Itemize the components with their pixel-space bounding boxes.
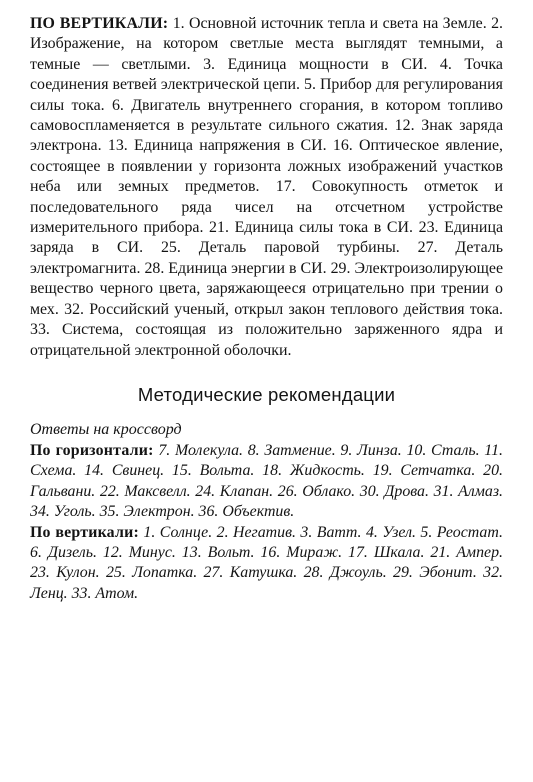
horizontal-answers-text: 7. Молекула. 8. Затмение. 9. Линза. 10. Сталь. 11. Схема. 14. Свинец. 15. Вольта. 18. Жидкость. 19. Сетчатка. 20. Гальвани. 22. Максвелл. 24. Клапан. 26. Облако. 30. Дрова. 31. Алмаз. 34. Уголь. 35. Электрон. 36. Объектив.: [30, 441, 503, 521]
answers-subtitle: Ответы на кроссворд: [30, 420, 182, 438]
vertical-clues-heading: ПО ВЕРТИКАЛИ:: [30, 15, 169, 32]
horizontal-answers-heading: По горизонтали:: [30, 441, 154, 459]
vertical-answers-text: 1. Солнце. 2. Негатив. 3. Ватт. 4. Узел. 5. Реостат. 6. Дизель. 12. Минус. 13. Вольт. 16. Мираж. 17. Шкала. 21. Ампер. 23. Кулон. 25. Лопатка. 27. Катушка. 28. Джоуль. 29. Эбонит. 32. Ленц. 33. Атом.: [30, 523, 504, 602]
vertical-clues-text: 1. Основной источник тепла и света на Земле. 2. Изображение, на котором светлые места выглядят темными, а темные — светлыми. 3. Единица мощности в СИ. 4. Точка соединения ветвей электрической цепи. 5. Прибор для регулирования силы тока. 6. Двигатель внутреннего сгорания, в котором топливо самовоспламеняется в результате сильного сжатия. 12. Знак заряда электрона. 13. Единица напряжения в СИ. 16. Оптическое явление, состоящее в появлении у горизонта ложных изображений участков неба или земных предметов. 17. Совокупность отметок и последовательного ряда чисел на отсчетном устройстве измерительного прибора. 21. Единица силы тока в СИ. 23. Единица заряда в СИ. 25. Деталь паровой турбины. 27. Деталь электромагнита. 28. Единица энергии в СИ. 29. Электроизолирующее вещество черного цвета, заряжающееся отрицательно при трении о мех. 32. Российский ученый, открыл закон теплового действия тока. 33. Система, состоящая из положительно заряженного ядра и отрицательной электронной оболочки.: [30, 15, 503, 359]
horizontal-answers-paragraph: [30, 441, 503, 523]
vertical-answers-heading: По вертикали:: [30, 523, 139, 541]
vertical-answers-paragraph: [30, 523, 503, 605]
section-title: Методические рекомендации: [137, 383, 396, 405]
vertical-clues-paragraph: [30, 14, 503, 361]
